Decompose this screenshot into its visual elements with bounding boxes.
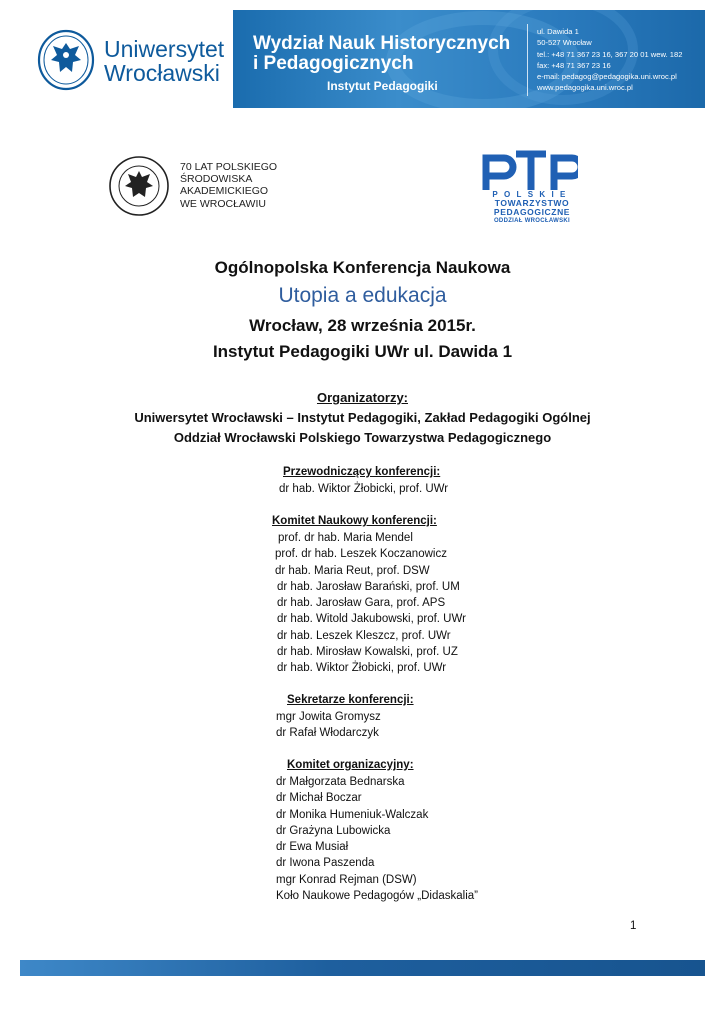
footer-bar (20, 960, 705, 976)
list-item: dr Małgorzata Bednarska (276, 776, 405, 788)
page-number: 1 (630, 920, 637, 932)
secretaries-list (276, 709, 381, 742)
conference-title: Utopia a edukacja (278, 284, 447, 307)
header-divider (527, 24, 528, 96)
ptp-logo-icon (480, 150, 578, 190)
organizing-committee-list (276, 774, 478, 904)
institute-name: Instytut Pedagogiki (327, 79, 438, 93)
list-item: dr hab. Mirosław Kowalski, prof. UZ (277, 646, 458, 659)
scientific-committee-list (275, 530, 466, 677)
list-item: dr Monika Humeniuk-Walczak (276, 808, 429, 821)
contact-fax: fax: +48 71 367 23 16 (537, 60, 611, 70)
university-name: Uniwersytet Wrocławski (104, 36, 225, 86)
chair-list (279, 481, 448, 497)
conference-venue: Instytut Pedagogiki UWr ul. Dawida 1 (212, 342, 513, 361)
contact-city: 50-527 Wrocław (537, 38, 592, 48)
organizer-line-2: Oddział Wrocławski Polskiego Towarzystwa Pedagogicznego (173, 430, 552, 445)
list-item: dr hab. Wiktor Żłobicki, prof. UWr (279, 483, 449, 495)
faculty-title-line1: Wydział Nauk Historycznych (253, 33, 511, 54)
faculty-title-line2: i Pedagogicznych (253, 53, 414, 74)
chair-heading: Przewodniczący konferencji: (283, 466, 441, 478)
contact-info (537, 26, 682, 94)
conference-date: Wrocław, 28 września 2015r. (249, 316, 476, 335)
list-item: dr Ewa Musiał (276, 841, 349, 854)
contact-phone: tel.: +48 71 367 23 16, 367 20 01 wew. 182 (537, 49, 683, 59)
list-item: prof. dr hab. Maria Mendel (278, 532, 413, 544)
organizing-committee-heading: Komitet organizacyjny: (287, 759, 414, 771)
anniversary-text: 70 LAT POLSKIEGO ŚRODOWISKA AKADEMICKIEGO WE WROCŁAWIU (180, 161, 278, 210)
list-item: dr Rafał Włodarczyk (276, 727, 379, 740)
organizer-line-1: Uniwersytet Wrocławski – Instytut Pedagogiki, Zakład Pedagogiki Ogólnej (134, 410, 591, 425)
list-item: dr hab. Maria Reut, prof. DSW (275, 564, 430, 577)
ptp-logo-text: POLSKIE TOWARZYSTWO PEDAGOGICZNE ODDZIAŁ WROCŁAWSKI (492, 190, 572, 224)
list-item: dr hab. Witold Jakubowski, prof. UWr (277, 613, 466, 626)
contact-website[interactable]: www.pedagogika.uni.wroc.pl (537, 83, 633, 93)
university-header-logo (20, 10, 246, 110)
list-item: dr hab. Jarosław Barański, prof. UM (277, 580, 460, 593)
secretaries-heading: Sekretarze konferencji: (287, 694, 414, 706)
list-item: mgr Konrad Rejman (DSW) (276, 873, 417, 886)
contact-street: ul. Dawida 1 (537, 27, 579, 36)
list-item: Koło Naukowe Pedagogów „Didaskalia” (276, 890, 479, 903)
list-item: dr Grażyna Lubowicka (276, 824, 391, 837)
list-item: dr hab. Wiktor Żłobicki, prof. UWr (277, 662, 447, 675)
list-item: prof. dr hab. Leszek Koczanowicz (275, 548, 447, 561)
list-item: dr Iwona Paszenda (276, 857, 375, 870)
conference-type: Ogólnopolska Konferencja Naukowa (214, 258, 511, 277)
contact-email[interactable]: e-mail: pedagog@pedagogika.uni.wroc.pl (537, 72, 677, 82)
university-eagle-seal-icon (37, 29, 95, 91)
faculty-header-band (233, 10, 705, 108)
list-item: dr hab. Jarosław Gara, prof. APS (277, 597, 446, 610)
organizers-heading: Organizatorzy: (316, 390, 408, 405)
list-item: dr hab. Leszek Kleszcz, prof. UWr (277, 629, 451, 642)
anniversary-seal-icon (108, 155, 170, 217)
list-item: mgr Jowita Gromysz (276, 711, 381, 723)
scientific-committee-heading: Komitet Naukowy konferencji: (272, 515, 437, 527)
list-item: dr Michał Boczar (276, 792, 362, 805)
